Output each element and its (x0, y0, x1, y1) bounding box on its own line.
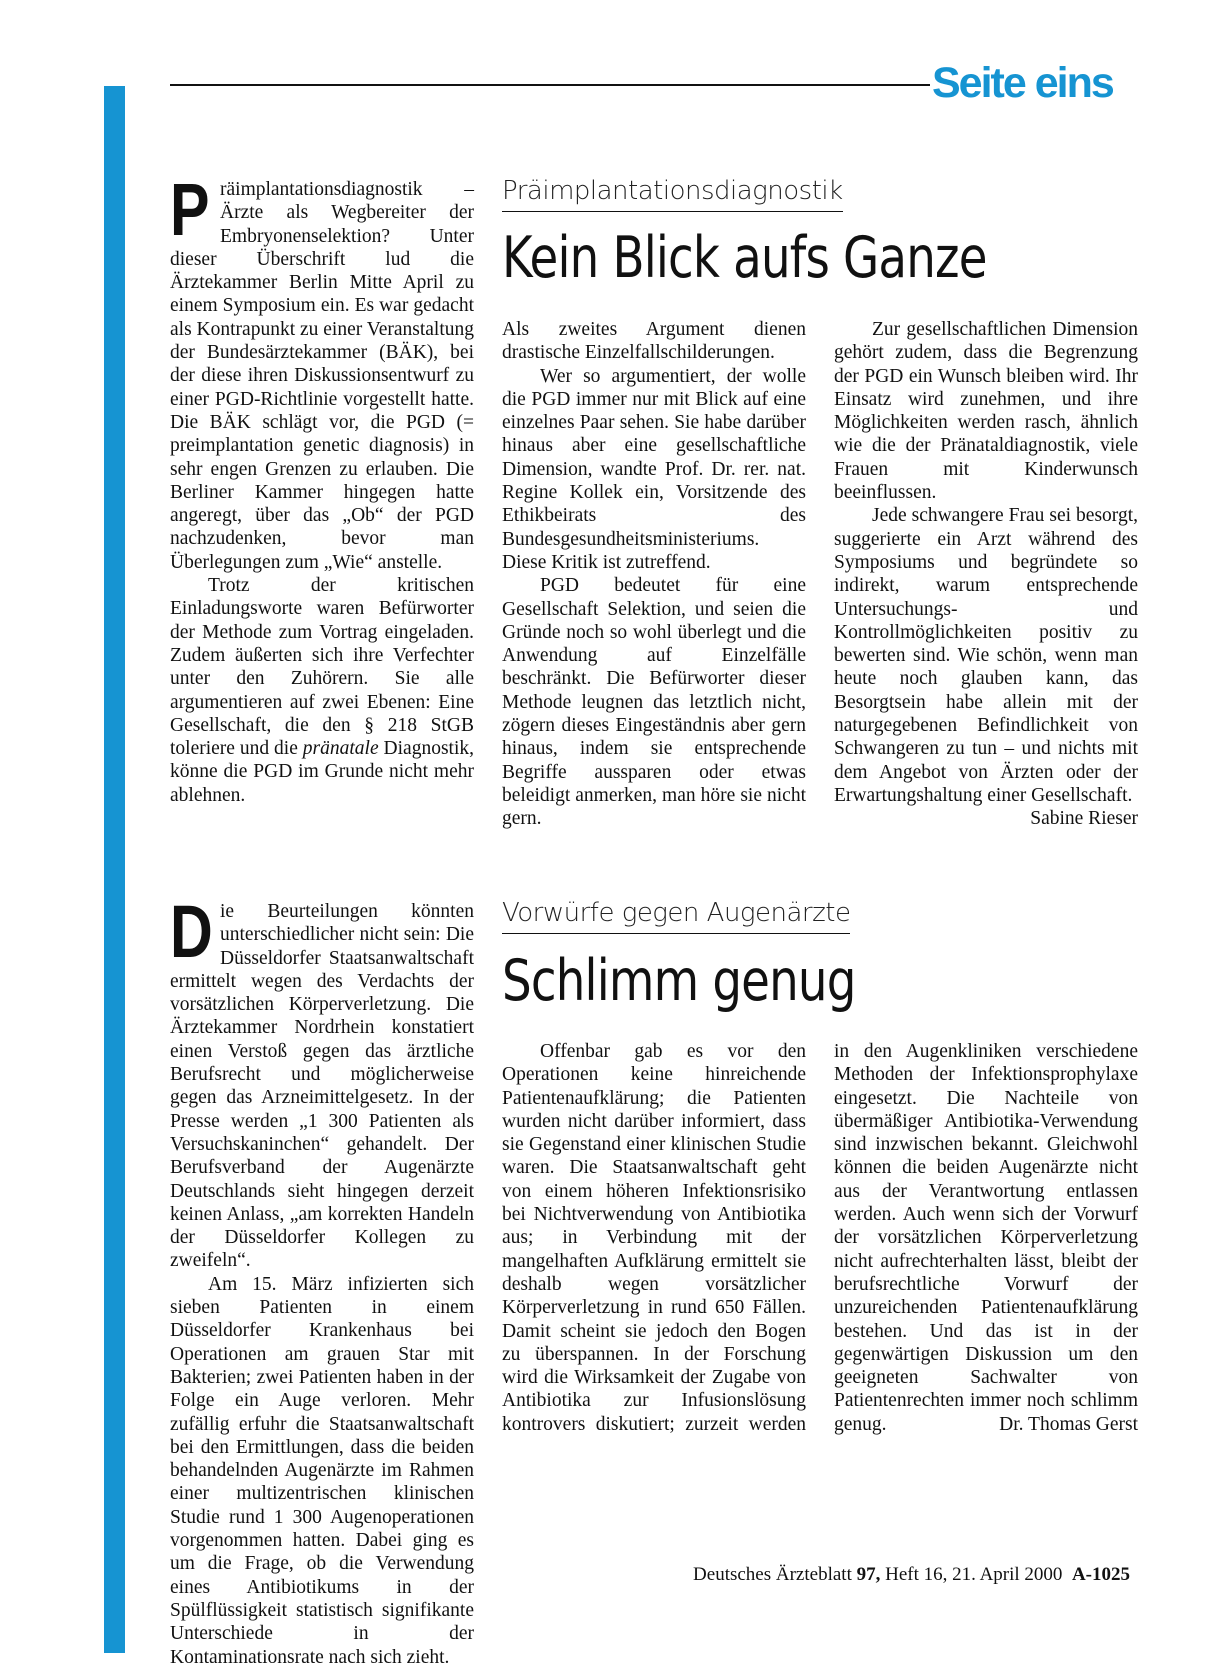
article1-paragraph: PGD bedeutet für eine Gesellschaft Selektion, und seien die Gründe noch so wohl überlegt und die Anwendung auf Einzelfälle beschränkt. Die Befürworter dieser Methode leugnen das letztlich nicht, zögern dieses Eingeständnis aber gern hinaus, indem sie entsprechende Begriffe aussparen oder etwas beleidigt anmerken, man höre sie nicht gern. (502, 575, 806, 830)
article1-headline: Kein Blick aufs Ganze (502, 225, 987, 291)
footer-issue: Heft 16, 21. April 2000 (885, 1564, 1063, 1585)
article1-dropcap: P (170, 168, 210, 251)
footer-page-number: A-1025 (1071, 1564, 1130, 1585)
article1-paragraph: Trotz der kritischen Einladungsworte waren Befürworter der Methode zum Vortrag eingeladen. Zudem äußerten sich ihre Verfechter unter den Zuhörern. Sie alle argumentieren auf zwei Ebenen: Eine Gesellschaft, die den § 218 StGB toleriere und die pränatale Diagnostik, könne die PGD im Grunde nicht mehr ablehnen. (170, 575, 474, 806)
article1-column-3 (834, 318, 1138, 831)
article1-paragraph: Zur gesellschaftlichen Dimension gehört zudem, dass die Begrenzung der PGD ein Wunsch bleiben wird. Ihr Einsatz wird zunehmen, und ihre Möglichkeiten werden rasch, ähnlich wie die der Pränataldiagnostik, viele Frauen mit Kinderwunsch beeinflussen. (834, 319, 1138, 504)
article2-paragraph: Am 15. März infizierten sich sieben Patienten in einem Düsseldorfer Krankenhaus bei Operationen am grauen Star mit Bakterien; zwei Patienten haben in der Folge ein Auge verloren. Mehr zufällig erfuhr die Staatsanwaltschaft bei den Ermittlungen, dass die beiden behandelnden Augenärzte im Rahmen einer multizentrischen klinischen Studie rund 1 300 Augenoperationen vorgenommen hatten. Dabei ging es um die Frage, ob die Verwendung eines Antibiotikums in der Spülflüssigkeit statistisch signifikante Unterschiede in der Kontaminationsrate nach sich zieht. (170, 1273, 474, 1668)
article1-column-1 (170, 168, 474, 807)
article2-columns-2-3 (502, 1040, 1138, 1436)
header-rule (170, 84, 930, 86)
blue-margin-bar (104, 86, 125, 1653)
article2-lead-paragraph: Die Beurteilungen könnten unterschiedlicher nicht sein: Die Düsseldorfer Staatsanwaltschaft ermittelt wegen des Verdachts der vorsätzlichen Körperverletzung. Die Ärztekammer Nordrhein konstatiert einen Verstoß gegen das ärztliche Berufsrecht und möglicherweise gegen das Arzneimittelgesetz. In der Presse werden „1 300 Patienten als Versuchskaninchen“ gehandelt. Der Berufsverband der Augenärzte Deutschlands sieht hingegen derzeit keinen Anlass, „am korrekten Handeln der Düsseldorfer Kollegen zu zweifeln“. (170, 890, 474, 1272)
section-label: Seite eins (932, 59, 1113, 107)
page-footer (693, 1564, 1130, 1586)
article2-column-1 (170, 890, 474, 1669)
footer-volume: 97, (856, 1564, 881, 1585)
article2-dropcap: D (170, 890, 213, 973)
article2-headline: Schlimm genug (502, 948, 856, 1014)
article1-kicker: Präimplantationsdiagnostik (502, 176, 843, 212)
article2-author: Dr. Thomas Gerst (999, 1413, 1138, 1435)
article1-lead-paragraph: Präimplantationsdiagnostik – Ärzte als Wegbereiter der Embryonenselektion? Unter dieser Überschrift lud die Ärztekammer Berlin Mitte April zu einem Symposium ein. Es war gedacht als Kontrapunkt zu einer Veranstaltung der Bundesärztekammer (BÄK), bei der diese ihren Diskussionsentwurf zu einer PGD-Richtlinie vorgestellt hatte. Die BÄK schlägt vor, die PGD (= preimplantation genetic diagnosis) in sehr engen Grenzen zu erlauben. Die Berliner Kammer hingegen hatte angeregt, über das „Ob“ der PGD nachzudenken, bevor man Überlegungen zum „Wie“ anstelle. (170, 168, 474, 573)
footer-journal: Deutsches Ärzteblatt (693, 1564, 852, 1585)
article1-paragraph: Wer so argumentiert, der wolle die PGD immer nur mit Blick auf eine einzelnes Paar sehen. Sie habe darüber hinaus aber eine gesellschaftliche Dimension, wandte Prof. Dr. rer. nat. Regine Kollek ein, Vorsitzende des Ethikbeirats des Bundesgesundheitsministeriums. Diese Kritik ist zutreffend. (502, 365, 806, 573)
article2-kicker: Vorwürfe gegen Augenärzte (502, 898, 850, 934)
article1-column-2 (502, 318, 806, 831)
article1-paragraph: Als zweites Argument dienen drastische Einzelfallschilderungen. (502, 319, 806, 364)
article1-paragraph: Jede schwangere Frau sei besorgt, suggerierte ein Arzt während des Symposiums und begründete so indirekt, warum entsprechende Untersuchungs- und Kontrollmöglichkeiten positiv zu bewerten sind. Wie schön, wenn man heute noch glauben kann, das Besorgtsein habe allein mit der naturgegebenen Befindlichkeit von Schwangeren zu tun – und nichts mit dem Angebot von Ärzten oder der Erwartungshaltung einer Gesellschaft. Sabine Rieser (834, 505, 1138, 830)
article2-paragraph: Offenbar gab es vor den Operationen keine hinreichende Patientenaufklärung; die Patienten wurden nicht darüber informiert, dass sie Gegenstand einer klinischen Studie waren. Die Staatsanwaltschaft geht von einem höheren Infektionsrisiko bei Nichtverwendung von Antibiotika aus; in Verbindung mit der mangelhaften Aufklärung ermittelt sie deshalb wegen vorsätzlicher Körperverletzung in rund 650 Fällen. Damit scheint sie jedoch den Bogen zu überspannen. In der Forschung wird die Wirksamkeit der Zugabe von Antibiotika zur Infusionslösung kontrovers diskutiert; zurzeit werden in den Augenkliniken verschiedene Methoden der Infektionsprophylaxe eingesetzt. Die Nachteile von übermäßiger Antibiotika-Verwendung sind inzwischen bekannt. Gleichwohl können die beiden Augenärzte nicht aus der Verantwortung entlassen werden. Auch wenn sich der Vorwurf der vorsätzlichen Körperverletzung nicht aufrechterhalten lässt, bleibt der berufsrechtliche Vorwurf der unzureichenden Patientenaufklärung bestehen. Und das ist in der gegenwärtigen Diskussion um den geeigneten Sachwalter von Patientenrechten immer noch schlimm genug. Dr. Thomas Gerst (502, 1041, 1138, 1435)
article1-author: Sabine Rieser (1030, 808, 1138, 830)
